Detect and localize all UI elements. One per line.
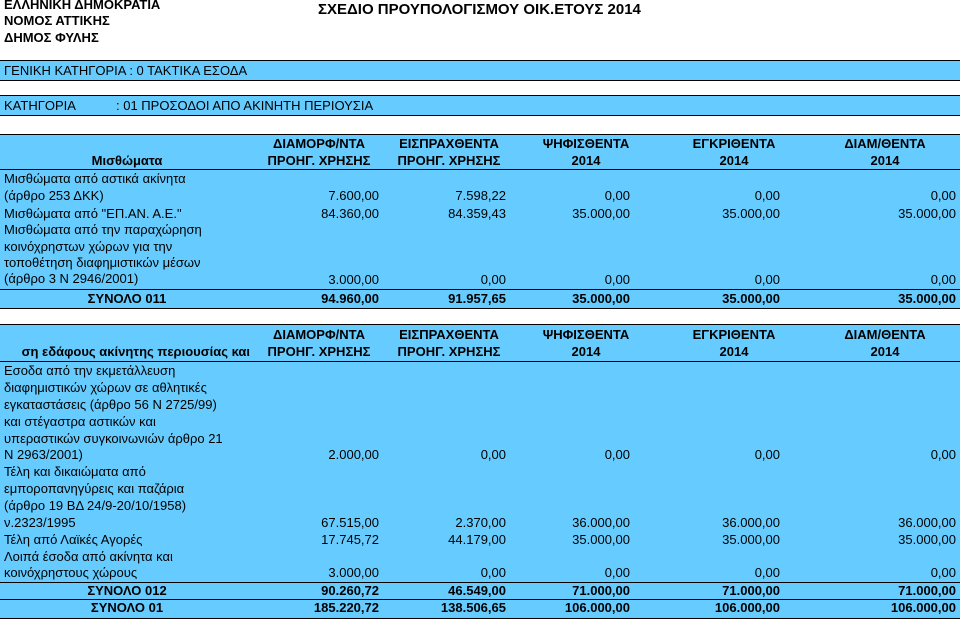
total-label: ΣΥΝΟΛΟ 012 [87,583,167,598]
cell-value: 0,00 [480,272,506,287]
grand-total-value: 138.506,65 [440,600,506,615]
cell-value: 3.000,00 [328,272,379,287]
section-1-title: Μισθώματα [91,153,163,168]
col3-header-1: ΨΗΦΙΣΘΕΝΤΑ [542,136,630,151]
cell-value: 35.000,00 [898,532,956,547]
cell-value: 35.000,00 [572,532,630,547]
row-label: Μισθώματα από την παραχώρηση [4,222,202,237]
document-title: ΣΧΕΔΙΟ ΠΡΟΥΠΟΛΟΓΙΣΜΟΥ ΟΙΚ.ΕΤΟΥΣ 2014 [318,1,641,18]
cell-value: 0,00 [754,565,780,580]
total-value: 71.000,00 [572,583,630,598]
row-label: Εσοδα από την εκμετάλλευση [4,363,176,378]
col1-header-1: ΔΙΑΜΟΡΦ/ΝΤΑ [273,136,365,151]
category-label: ΚΑΤΗΓΟΡΙΑ [4,98,76,113]
cell-value: 44.179,00 [448,532,506,547]
col2-header-2: ΠΡΟΗΓ. ΧΡΗΣΗΣ [397,344,501,359]
cell-value: 36.000,00 [898,515,956,530]
cell-value: 0,00 [930,188,956,203]
grand-total-value: 106.000,00 [564,600,630,615]
total-row-011 [0,289,960,309]
header-rule [0,361,960,362]
header-rule [0,169,960,170]
cell-value: 35.000,00 [898,206,956,221]
col3-header-1: ΨΗΦΙΣΘΕΝΤΑ [542,327,630,342]
row-label: διαφημιστικών χώρων σε αθλητικές [4,380,207,395]
total-value: 35.000,00 [898,291,956,306]
total-row-01 [0,599,960,619]
cell-value: 35.000,00 [722,206,780,221]
general-category-label: ΓΕΝΙΚΗ ΚΑΤΗΓΟΡΙΑ : 0 ΤΑΚΤΙΚΑ ΕΣΟΔΑ [4,63,248,78]
col3-header-2: 2014 [571,153,601,168]
org-line-2: ΝΟΜΟΣ ΑΤΤΙΚΗΣ [4,13,110,28]
cell-value: 2.370,00 [455,515,506,530]
grand-total-label: ΣΥΝΟΛΟ 01 [90,600,164,615]
grand-total-value: 106.000,00 [890,600,956,615]
col5-header-1: ΔΙΑΜ/ΘΕΝΤΑ [844,327,926,342]
col1-header-2: ΠΡΟΗΓ. ΧΡΗΣΗΣ [267,344,371,359]
org-line-3: ΔΗΜΟΣ ΦΥΛΗΣ [4,30,99,45]
cell-value: 36.000,00 [722,515,780,530]
row-label: και στέγαστρα αστικών και [4,414,156,429]
row-label: υπεραστικών συγκοινωνιών άρθρο 21 [4,431,223,446]
row-label: κοινόχρηστων χώρων για την [4,239,173,254]
section-1-block [0,134,960,290]
col5-header-1: ΔΙΑΜ/ΘΕΝΤΑ [844,136,926,151]
total-value: 71.000,00 [898,583,956,598]
total-value: 94.960,00 [321,291,379,306]
grand-total-value: 106.000,00 [714,600,780,615]
cell-value: 0,00 [604,447,630,462]
cell-value: 35.000,00 [572,206,630,221]
section-2-block [0,324,960,583]
row-label: Τέλη και δικαιώματα από [4,464,146,479]
cell-value: 0,00 [930,565,956,580]
cell-value: 2.000,00 [328,447,379,462]
cell-value: 0,00 [604,272,630,287]
cell-value: 0,00 [754,272,780,287]
cell-value: 0,00 [754,188,780,203]
row-label: Ν 2963/2001) [4,447,83,462]
row-label: ν.2323/1995 [4,515,76,530]
general-category-band [0,60,960,81]
cell-value: 3.000,00 [328,565,379,580]
cell-value: 0,00 [480,447,506,462]
col2-header-1: ΕΙΣΠΡΑΧΘΕΝΤΑ [399,327,499,342]
row-label: εμποροπανηγύρεις και παζάρια [4,481,185,496]
cell-value: 0,00 [930,447,956,462]
total-value: 35.000,00 [572,291,630,306]
row-label: (άρθρο 253 ΔΚΚ) [4,188,104,203]
row-label: Μισθώματα από αστικά ακίνητα [4,171,186,186]
row-label: Μισθώματα από "ΕΠ.ΑΝ. Α.Ε." [4,206,182,221]
cell-value: 67.515,00 [321,515,379,530]
cell-value: 35.000,00 [722,532,780,547]
row-label: Λοιπά έσοδα από ακίνητα και [4,549,173,564]
grand-total-value: 185.220,72 [313,600,379,615]
org-line-1: ΕΛΛΗΝΙΚΗ ΔΗΜΟΚΡΑΤΙΑ [4,0,161,12]
section-2-title: ση εδάφους ακίνητης περιουσίας και [21,344,250,359]
col5-header-2: 2014 [870,344,900,359]
cell-value: 7.598,22 [455,188,506,203]
col3-header-2: 2014 [571,344,601,359]
row-label: εγκαταστάσεις (άρθρο 56 Ν 2725/99) [4,397,217,412]
cell-value: 0,00 [930,272,956,287]
col2-header-2: ΠΡΟΗΓ. ΧΡΗΣΗΣ [397,153,501,168]
col5-header-2: 2014 [870,153,900,168]
row-label: Τέλη από Λαϊκές Αγορές [4,532,143,547]
cell-value: 0,00 [604,565,630,580]
row-label: (άρθρο 3 Ν 2946/2001) [4,271,139,286]
col2-header-1: ΕΙΣΠΡΑΧΘΕΝΤΑ [399,136,499,151]
cell-value: 7.600,00 [328,188,379,203]
col1-header-2: ΠΡΟΗΓ. ΧΡΗΣΗΣ [267,153,371,168]
cell-value: 0,00 [754,447,780,462]
row-label: τοποθέτηση διαφημιστικών μέσων [4,255,201,270]
total-value: 71.000,00 [722,583,780,598]
cell-value: 0,00 [480,565,506,580]
total-label: ΣΥΝΟΛΟ 011 [87,291,167,306]
col4-header-1: ΕΓΚΡΙΘΕΝΤΑ [692,327,776,342]
col4-header-2: 2014 [719,153,749,168]
total-value: 46.549,00 [448,583,506,598]
cell-value: 84.359,43 [448,206,506,221]
total-value: 35.000,00 [722,291,780,306]
col4-header-1: ΕΓΚΡΙΘΕΝΤΑ [692,136,776,151]
cell-value: 0,00 [604,188,630,203]
col4-header-2: 2014 [719,344,749,359]
cell-value: 17.745,72 [321,532,379,547]
row-label: κοινόχρηστους χώρους [4,565,138,580]
total-value: 91.957,65 [448,291,506,306]
category-value: : 01 ΠΡΟΣΟΔΟΙ ΑΠΟ ΑΚΙΝΗΤΗ ΠΕΡΙΟΥΣΙΑ [116,98,374,113]
col1-header-1: ΔΙΑΜΟΡΦ/ΝΤΑ [273,327,365,342]
total-row-012 [0,582,960,600]
cell-value: 36.000,00 [572,515,630,530]
category-band [0,95,960,116]
total-value: 90.260,72 [321,583,379,598]
row-label: (άρθρο 19 ΒΔ 24/9-20/10/1958) [4,498,187,513]
cell-value: 84.360,00 [321,206,379,221]
